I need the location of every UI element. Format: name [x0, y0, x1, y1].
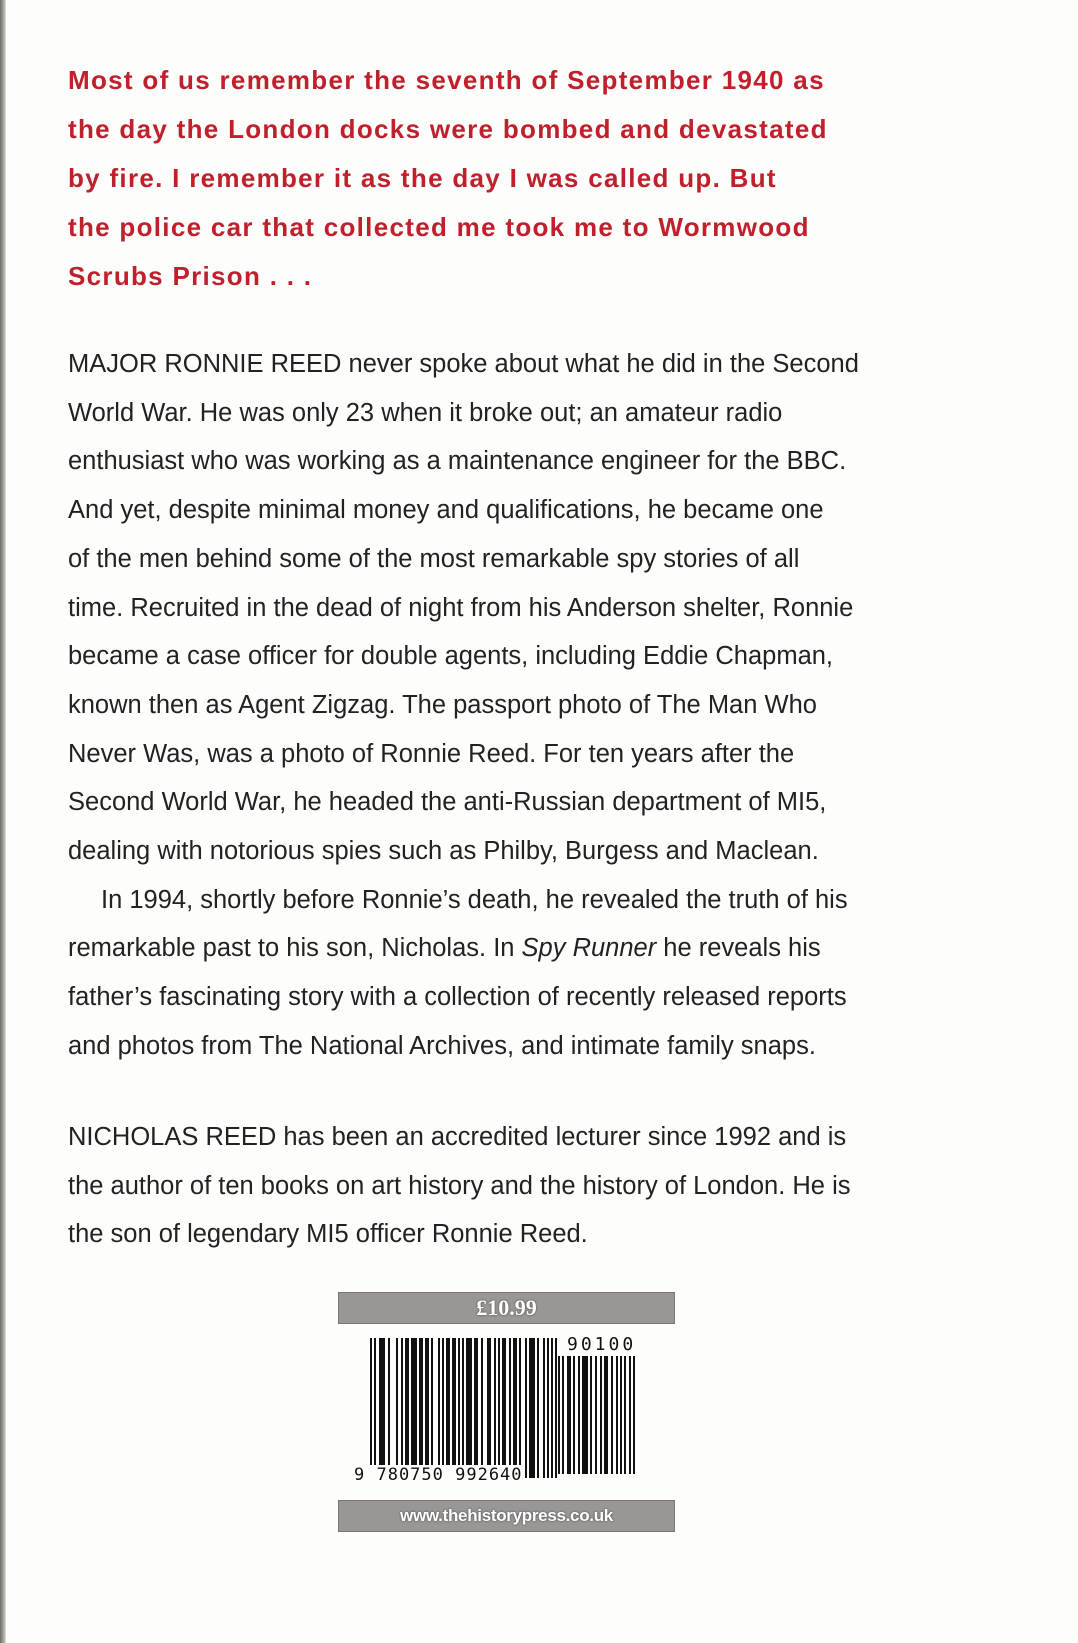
quote-line: the police car that collected me took me to Wormwood: [68, 212, 810, 242]
barcode-bar: [624, 1356, 626, 1474]
publisher-website: www.thehistorypress.co.uk: [338, 1500, 675, 1532]
barcode-bar: [573, 1356, 575, 1474]
barcode-bar: [519, 1338, 521, 1478]
barcode-bar: [562, 1356, 564, 1474]
isbn-digits: 9 780750 992640: [354, 1465, 523, 1485]
description-line: dealing with notorious spies such as Philby, Burgess and Maclean.: [68, 837, 819, 866]
price-label: £10.99: [338, 1292, 675, 1324]
barcode-bar: [494, 1338, 496, 1478]
barcode-bar: [405, 1338, 409, 1478]
barcode-bar: [438, 1338, 440, 1478]
description-line: Second World War, he headed the anti-Russian department of MI5,: [68, 788, 827, 817]
addon-digits: 90100: [567, 1334, 637, 1355]
blurb-quote: [68, 56, 988, 301]
barcode-bar: [525, 1338, 527, 1478]
description-line: [68, 924, 988, 973]
barcode-bar: [374, 1338, 376, 1478]
barcode-bar: [558, 1356, 560, 1474]
quote-line: Scrubs Prison . . .: [68, 261, 313, 291]
quote-line: Most of us remember the seventh of September 1940 as: [68, 65, 825, 95]
barcode-bar: [458, 1338, 460, 1478]
description-line: known then as Agent Zigzag. The passport photo of The Man Who: [68, 690, 817, 719]
barcode-bar: [537, 1338, 539, 1478]
bio-line: the son of legendary MI5 officer Ronnie Reed.: [68, 1220, 588, 1249]
barcode-bar: [513, 1338, 517, 1478]
barcode-bar: [620, 1356, 622, 1474]
description-line: MAJOR RONNIE REED never spoke about what he did in the Second: [68, 350, 859, 378]
barcode-bar: [419, 1338, 423, 1478]
barcode-bar: [498, 1338, 500, 1478]
barcode-bar: [590, 1356, 592, 1474]
text: he reveals his: [656, 934, 821, 963]
description-line: In 1994, shortly before Ronnie’s death, he revealed the truth of his: [101, 885, 848, 914]
barcode-bar: [543, 1338, 545, 1478]
barcode-bar: [547, 1338, 549, 1478]
description-line: father’s fascinating story with a collection of recently released reports: [68, 983, 847, 1012]
description-line: And yet, despite minimal money and qualifications, he became one: [68, 496, 824, 525]
barcode-bar: [425, 1338, 429, 1478]
barcode-bar: [529, 1338, 535, 1478]
barcode-bar: [388, 1338, 390, 1478]
barcode-bar: [611, 1356, 613, 1474]
barcode-bar: [629, 1356, 631, 1474]
barcode-bar: [474, 1338, 478, 1478]
barcode-bar: [379, 1338, 385, 1478]
bio-line: the author of ten books on art history and the history of London. He is: [68, 1171, 851, 1200]
barcode-bar: [396, 1338, 398, 1478]
barcode-bar: [481, 1338, 483, 1478]
barcode-bar: [582, 1356, 588, 1474]
barcode-bar: [567, 1356, 571, 1474]
barcode-bar: [462, 1338, 464, 1478]
description-line: time. Recruited in the dead of night from his Anderson shelter, Ronnie: [68, 593, 854, 622]
author-bio: [68, 1113, 988, 1259]
barcode-bar: [578, 1356, 580, 1474]
description-line: Never Was, was a photo of Ronnie Reed. For ten years after the: [68, 739, 795, 768]
quote-line: by fire. I remember it as the day I was called up. But: [68, 163, 777, 193]
barcode-bar: [600, 1356, 602, 1474]
spine-edge: [0, 0, 6, 1643]
barcode-bar: [431, 1338, 433, 1478]
quote-line: the day the London docks were bombed and devastated: [68, 114, 828, 144]
barcode-bar: [442, 1338, 444, 1478]
book-title: Spy Runner: [521, 934, 657, 963]
barcode-bar: [487, 1338, 491, 1478]
barcode-bar: [401, 1338, 403, 1478]
barcode-bar: [595, 1356, 597, 1474]
barcode-bar: [509, 1338, 511, 1478]
description-line: of the men behind some of the most remarkable spy stories of all: [68, 544, 800, 573]
barcode-bar: [446, 1338, 450, 1478]
barcode-bar: [502, 1338, 506, 1478]
description: [68, 340, 988, 1071]
description-line: enthusiast who was working as a maintenance engineer for the BBC.: [68, 447, 847, 476]
barcode-bar: [551, 1338, 553, 1478]
description-line: became a case officer for double agents, including Eddie Chapman,: [68, 642, 834, 671]
description-line: World War. He was only 23 when it broke out; an amateur radio: [68, 398, 783, 427]
barcode-bar: [411, 1338, 417, 1478]
text: remarkable past to his son, Nicholas. In: [68, 934, 522, 963]
barcode-bar: [633, 1356, 635, 1474]
barcode-bar: [370, 1338, 372, 1478]
barcode-bar: [604, 1356, 608, 1474]
barcode-bar: [452, 1338, 456, 1478]
barcode-bar: [466, 1338, 472, 1478]
barcode-bar: [616, 1356, 618, 1474]
bio-line: NICHOLAS REED has been an accredited lecturer since 1992 and is: [68, 1123, 847, 1151]
barcode-bar: [555, 1338, 557, 1478]
description-line: and photos from The National Archives, and intimate family snaps.: [68, 1031, 816, 1060]
